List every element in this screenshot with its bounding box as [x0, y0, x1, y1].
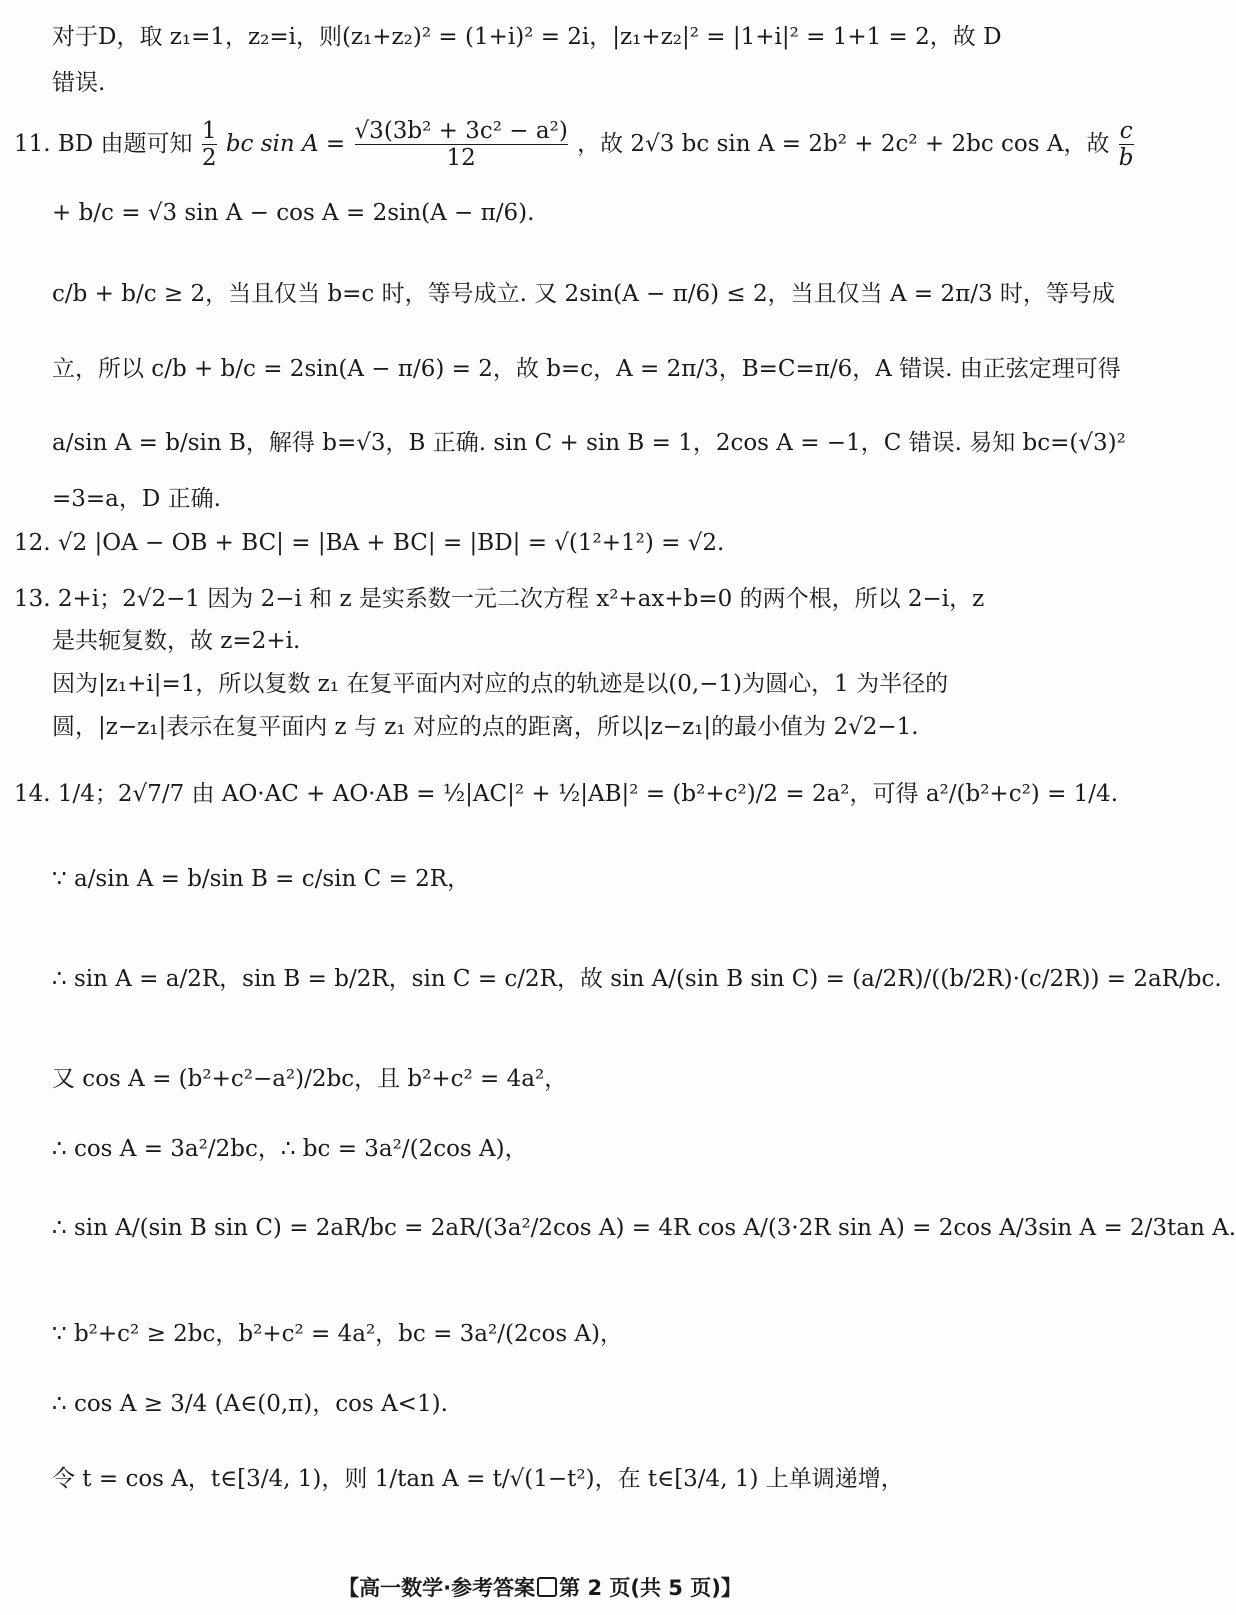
fraction-half [202, 118, 217, 172]
text-line-d-conclusion: 错误. [52, 70, 106, 96]
text-line-11-c: c/b + b/c ≥ 2，当且仅当 b=c 时，等号成立. 又 2sin(A − π/6) ≤ 2，当且仅当 A = 2π/3 时，等号成 [52, 281, 1115, 307]
fraction-area [355, 118, 568, 172]
footer-right: 第 2 页(共 5 页)】 [559, 1576, 742, 1600]
fraction-cb-den: b [1118, 145, 1134, 172]
text-line-14-b: ∵ a/sin A = b/sin B = c/sin C = 2R， [52, 866, 471, 892]
text-line-11-b: + b/c = √3 sin A − cos A = 2sin(A − π/6). [52, 200, 535, 226]
page-footer [0, 1572, 1080, 1602]
text-line-14-g: ∵ b²+c² ≥ 2bc，b²+c² = 4a²，bc = 3a²/(2cos A)， [52, 1321, 624, 1347]
text-line-14-c: ∴ sin A = a/2R，sin B = b/2R，sin C = c/2R，故 sin A/(sin B sin C) = (a/2R)/((b/2R)·(c/2R)) = 2aR/bc. [52, 966, 1222, 992]
problem-11-intro: 11. BD 由题可知 [14, 130, 193, 157]
fraction-area-num: √3(3b² + 3c² − a²) [354, 118, 568, 144]
text-line-14-h: ∴ cos A ≥ 3/4 (A∈(0,π)，cos A<1). [52, 1391, 448, 1417]
text-line-13-b: 是共轭复数，故 z=2+i. [52, 628, 301, 654]
seal-icon [537, 1577, 557, 1597]
text-line-d-analysis: 对于D，取 z₁=1，z₂=i，则(z₁+z₂)² = (1+i)² = 2i，|z₁+z₂|² = |1+i|² = 1+1 = 2，故 D [52, 24, 1002, 50]
text-line-11-d: 立，所以 c/b + b/c = 2sin(A − π/6) = 2，故 b=c，A = 2π/3，B=C=π/6，A 错误. 由正弦定理可得 [52, 356, 1121, 382]
fraction-half-num: 1 [201, 118, 217, 144]
problem-13-line: 13. 2+i；2√2−1 因为 2−i 和 z 是实系数一元二次方程 x²+ax+b=0 的两个根，所以 2−i，z [14, 586, 985, 612]
fraction-area-den: 12 [355, 144, 568, 171]
problem-11-line [14, 118, 1136, 172]
text-line-14-f: ∴ sin A/(sin B sin C) = 2aR/bc = 2aR/(3a²/2cos A) = 4R cos A/(3·2R sin A) = 2cos A/3sin A = 2/3tan A. [52, 1215, 1236, 1241]
footer-left: 【高一数学·参考答案 [338, 1576, 536, 1600]
text-line-13-d: 圆，|z−z₁|表示在复平面内 z 与 z₁ 对应的点的距离，所以|z−z₁|的最小值为 2√2−1. [52, 714, 919, 740]
problem-11-cont: ，故 2√3 bc sin A = 2b² + 2c² + 2bc cos A，故 [577, 130, 1110, 157]
text-line-13-c: 因为|z₁+i|=1，所以复数 z₁ 在复平面内对应的点的轨迹是以(0,−1)为圆心，1 为半径的 [52, 671, 949, 697]
problem-11-area: bc sin A = [225, 130, 346, 157]
text-line-11-e: a/sin A = b/sin B，解得 b=√3，B 正确. sin C + sin B = 1，2cos A = −1，C 错误. 易知 bc=(√3)² [52, 430, 1126, 456]
fraction-cb [1119, 118, 1134, 172]
problem-12-line: 12. √2 |OA − OB + BC| = |BA + BC| = |BD| = √(1²+1²) = √2. [14, 530, 725, 556]
problem-14-line: 14. 1/4；2√7/7 由 AO·AC + AO·AB = ½|AC|² + ½|AB|² = (b²+c²)/2 = 2a²，可得 a²/(b²+c²) = 1/4. [14, 781, 1118, 807]
text-line-14-i: 令 t = cos A，t∈[3/4, 1)，则 1/tan A = t/√(1−t²)，在 t∈[3/4, 1) 上单调递增， [52, 1466, 904, 1492]
fraction-cb-num: c [1119, 118, 1133, 144]
text-line-14-d: 又 cos A = (b²+c²−a²)/2bc，且 b²+c² = 4a²， [52, 1066, 568, 1092]
text-line-11-f: =3=a，D 正确. [52, 486, 221, 512]
text-line-14-e: ∴ cos A = 3a²/2bc，∴ bc = 3a²/(2cos A)， [52, 1136, 528, 1162]
fraction-half-den: 2 [201, 145, 217, 172]
